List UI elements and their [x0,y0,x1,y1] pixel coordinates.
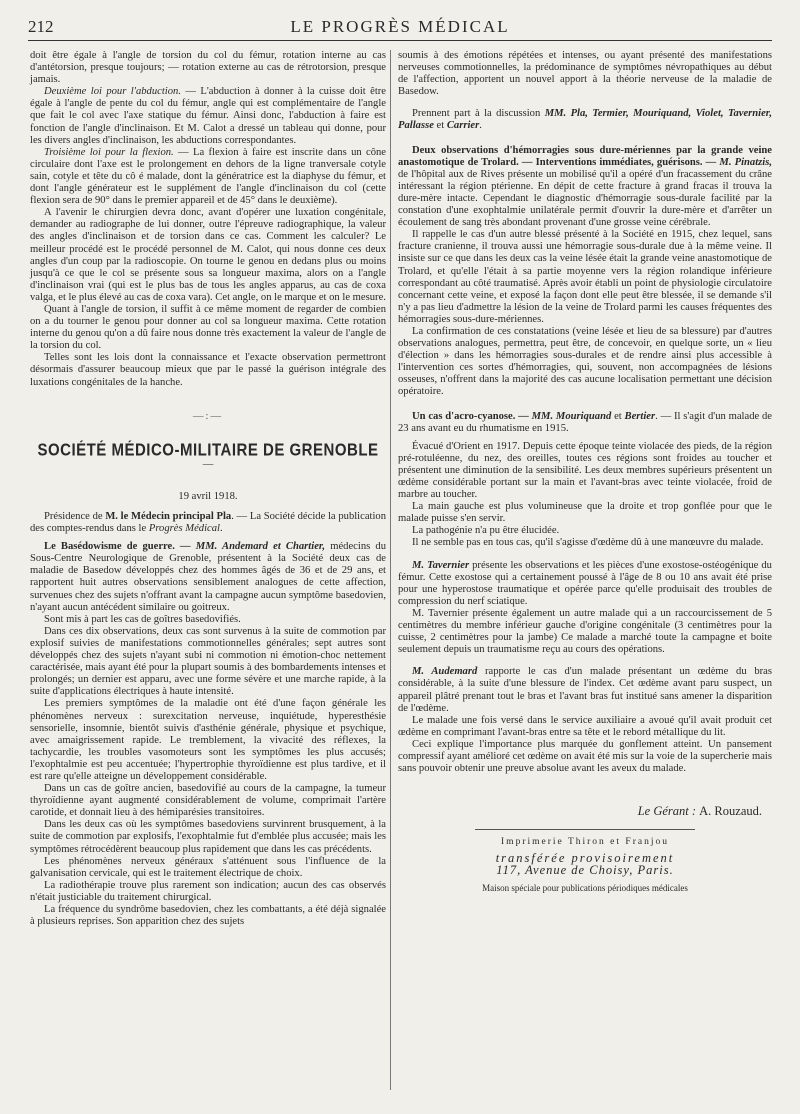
paragraph [30,147,386,207]
printer-name: Imprimerie Thiron et Franjou [501,837,669,848]
paragraph: La confirmation de ces constatations (veine lésée et lieu de sa blessure) par d'autres observations analogues, permettra, peut être, de concevoir, en quelque sorte, un « lieu d'élection » dans les hémorragies sous-durales et de rendre ainsi plus accessible à l'intervention ces sortes d'hémorragies, qui, souvent, non accompagnées de lésions osseuses, n'offrent dans la majorité des cas aucune localisation permettant une décision opératoire. [398,325,772,398]
paragraph: Les phénomènes nerveux généraux s'atténuent sous l'influence de la galvanisation cervicale, qui est le traitement électrique de choix. [30,855,386,879]
section-title: SOCIÉTÉ MÉDICO-MILITAIRE DE GRENOBLE [37,440,379,460]
discussion-text: . [479,120,482,132]
paragraph: La pathogénie n'a pu être élucidée. [412,525,560,537]
running-header [28,14,772,41]
presidency-text: Présidence de [44,511,106,522]
section-dash: — [202,458,214,470]
paragraph: Ceci explique l'importance plus marquée du gonflement atteint. Un pansement compressif ayant amélioré cet œdème on avait été mis sur la voie de la supercherie mais sans pouvoir obtenir une preuve absolue avant les aveux du malade. [398,738,772,775]
paragraph [398,666,772,714]
article-text: présente les observations et les pièces d'une exostose-ostéogénique du fémur. Cette exostose qui a certainement poussé à l'âge de 8 ou 10 ans avait été prise pour une hyperostose traumatique et opérée parce qu'elle produisait des troubles de compression du nerf sciatique. [398,559,772,607]
article-text: . — Il s'agit d'un malade de 23 ans avant eu du rhumatisme en 1915. [398,410,772,434]
article-text: médecins du Sous-Centre Neurologique de Grenoble, présentent à la Société deux cas de maladie de Basedow développés chez des hommes âgés de 36 et de 29 ans, et rapportent huit autres observations sensiblement analogues de cette affection, survenues chez des sujets n'offrant avant la campagne aucun symptôme basedovien, n'ayant aucun antécédent similaire ou goitreux. [30,541,386,613]
right-column [398,50,772,894]
article-title: Deux observations d'hémorragies sous dure-mériennes par la grande veine anastomotique de Trolard. — Interventions immédiates, guérisons. [398,144,772,168]
paragraph: Les premiers symptômes de la maladie ont été d'une façon générale les phénomènes nerveux : surexcitation nerveuse, inquiétude, hyperesthésie sensorielle, insomnie, bientôt suivis d'asthénie générale, physique et psychique, avec amaigrissement rapide. Le tremblement, la vivacité des réflexes, la tachycardie, les troubles vasomoteurs sont les symptômes les plus accusés; l'exophtalmie est peu accentuée; l'hypertrophie thyroïdienne est plus tardive, et il est rare qu'elle atteigne un développement considérable. [30,698,386,782]
paragraph [398,108,772,132]
divider [475,829,695,830]
article-text: de l'hôpital aux de Rives présente un mobilisé qu'il a opéré d'un fracassement du crâne intéressant la région ptérienne. En dépit de cette fracture à grand fracas il trouva la dure-mère intacte. Cependant le diagnostic d'hémorragie sous-durale facilité par la constation d'une exophtalmie unilatérale permit d'ouvrir la dure-mère et d'arrêter un écoulement de sang très abondant provenant d'une grosse veine cérébrale. [398,168,772,229]
article-authors: — MM. Andemard et Chartier, [174,541,326,553]
article-authors: Bertier [624,410,656,422]
editor-name: A. Rouzaud. [699,804,762,819]
left-column [30,50,386,928]
presidency-text: . — La Société décide la publication des comptes-rendus dans le [30,511,387,535]
journal-ref: Progrès Médical [148,523,220,535]
speaker-name: M. Audemard [412,666,478,678]
printer-address: 117, Avenue de Choisy, Paris. [496,863,674,878]
printer-specialty: Maison spéciale pour publications périodiques médicales [482,882,688,893]
journal-title: LE PROGRÈS MÉDICAL [290,17,510,36]
law-text: — La flexion à faire est inscrite dans un cône circulaire dont l'axe est le prolongement en dehors de la ligne tranversale cotyle sain, cotyle et tête du cô é malade, dont la génératrice est la diaphyse du fémur, et dont l'angle générateur est le supplément de l'angle d'inclinaison du col (cette flexion sera de 90° dans le premier appareil et de 45° dans le deuxième). [30,146,387,207]
discussion-text: Prennent part à la discussion [412,108,545,120]
presidency-text: . [219,523,223,535]
discussion-text: et [433,120,447,132]
paragraph [398,411,772,435]
section-separator: —:— [192,410,224,422]
editor-label: Le Gérant : [637,804,700,819]
paragraph: Il rappelle le cas d'un autre blessé présenté à la Société en 1915, chez lequel, sans fracture cranienne, il trouva aussi une hémorragie sous-durale due à la même veine. Il insiste sur ce que dans les deux cas la veine lésée était la grande veine anastomotique de Trolard, et qu'elle l'était à sa partie moyenne vers la région rolandique inférieure correspondant au côté traumatisé. Après avoir établi un point de physiologie circulatoire concernant cette veine, et exposé la façon dont elle peut être blessée, il se demande s'il n'y a pas lieu d'admettre la lésion de la veine de Trolard parmi les causes fréquentes des hémorragies sous-dure-mériennes. [398,229,772,325]
managing-editor [398,805,762,817]
paragraph: Évacué d'Orient en 1917. Depuis cette époque teinte violacée des pieds, de la région pré-rotuléenne, du nez, des oreilles, toutes ces régions sont froides au toucher et présentent une diminution de la sensibilité. Les deux membres supérieurs présentent un œdème considérable portant sur la main et l'avant-bras avec teinte violacée, froid de marbre au toucher. [398,440,772,501]
paragraph: M. Tavernier présente également un autre malade qui a un raccourcissement de 5 centimètres du membre inférieur gauche d'origine congénitale (3 centimètres pour la cuisse, 2 centimètres pour la jambe) Ce malade a marché toute la campagne et boite seulement depuis un traumatisme reçu au cours des opérations. [398,607,772,656]
paragraph: soumis à des émotions répétées et intenses, ou ayant présenté des manifestations nerveuses commotionnelles, la prédominance de symptômes névropathiques au début de l'affection, apportent un nouvel apport à la théorie nerveuse de la maladie de Basedow. [398,50,772,98]
paragraph [398,145,772,230]
discussion-names: MM. Pla, Termier, Mouriquand, Violet, Tavernier, Pallasse [398,108,772,132]
printer-note: transférée provisoirement [495,851,675,866]
presidency [30,511,386,535]
paragraph: Dans les deux cas où les symptômes basedoviens survinrent brusquement, à la suite de commotion par explosifs, l'exophtalmie fut d'emblée plus accusée; mais les symptômes rétrocédèrent beaucoup plus rapidement que dans les cas précédents. [30,819,386,855]
paragraph: A l'avenir le chirurgien devra donc, avant d'opérer une luxation congénitale, demander au radiographe de lui donner, outre l'épreuve radiographique, la valeur des angles d'inclinaison et de torsion dans ce cas. Comment les calculer? Le meilleur procédé est le procédé personnel de M. Calot, qui nous donne ces deux angles d'un coup par la radioscopie. On tourne le genou en dedans plus ou moins jusqu'à ce que le col se présente sous sa longueur maxima, alors on a l'angle d'inclinaison vrai (qui est le plus bas de tous les angles apparus, au cas de coxa valga, et le plus élevé au cas de coxa vara). Cet angle, on le marque et on le mesure. [30,207,386,303]
printer-imprint [398,836,772,893]
paragraph: Le malade une fois versé dans le service auxiliaire a avoué qu'il avait produit cet œdème en comprimant l'avant-bras entre sa tête et le rebord métallique du lit. [398,714,772,738]
article-title: Un cas d'acro-cyanose. [412,410,516,422]
paragraph: Sont mis à part les cas de goîtres basedovifiés. [44,613,241,625]
paragraph [398,560,772,608]
meeting-date: 19 avril 1918. [178,490,238,502]
page-number: 212 [28,17,54,36]
president-name: M. le Médecin principal Pla [105,511,232,522]
paragraph: La radiothérapie trouve plus rarement son indication; aucun des cas observés n'était justiciable du traitement chirurgical. [30,879,386,903]
paragraph: Dans ces dix observations, deux cas sont survenus à la suite de commotion par explosif suivies de manifestations commotionnelles générales; sept autres sont développés chez des sujets n'ayant subi ni commotion ni émotion-choc nettement caractérisée, mais ayant été pour la plupart soumis à des bombardements intenses et prolongés; un dernier est apparu, avec une forme sévère et une marche rapide, à la suite d'applications électriques à haute intensité. [30,625,386,698]
paragraph: Quant à l'angle de torsion, il suffit à ce même moment de regarder de combien on a du tourner le genou pour donner au col sa longueur maxima. Cette rotation interne du genou qu'on a dû faire nous donne très exactement la valeur de l'angle de la torsion du col. [30,303,386,352]
article-text: et [611,410,625,422]
law-title: Troisième loi pour la flexion. [44,146,174,158]
article-authors: — MM. Mouriquand [515,410,612,422]
column-divider [390,50,391,1090]
paragraph [30,541,386,614]
law-text: — L'abduction à donner à la cuisse doit être égale à l'angle de pente du col du fémur, angle qui est complémentaire de l'angle que fait le col avec l'axe statique du fémur. Ainsi donc, l'abduction à faire est fonction de l'angle d'inclinaison. Et M. Calot a dressé un tableau qui donne, pour les divers angles d'inclinaison, les abductions correspondantes. [30,86,387,146]
paragraph: Telles sont les lois dont la connaissance et l'exacte observation permettront désormais d'assurer beaucoup mieux que par le passé la guérison intégrale des luxations congénitales de la hanche. [30,352,386,388]
paragraph [30,86,386,146]
law-title: Deuxième loi pour l'abduction. [44,86,181,98]
paragraph: La main gauche est plus volumineuse que la droite et trop gonflée pour que le malade puisse s'en servir. [398,501,772,525]
article-title: Le Basédowisme de guerre. [44,541,175,553]
discussion-names: Carrier [446,120,480,132]
article-text: rapporte le cas d'un malade présentant un œdème du bras considérable, à la suite d'une blessure de l'index. Cet œdème avant paru suspect, un appareil plâtré prenant tout le bras et l'avant bras fut institué sans amener la disparition de l'œdème. [398,666,772,714]
paragraph: Dans un cas de goître ancien, basedovifié au cours de la campagne, la tumeur thyroïdienne ayant augmenté considérablement de volume, comprimait l'artère carotide, et donnait lieu à des hémiparésies transitoires. [30,783,386,819]
speaker-name: M. Tavernier [412,559,470,571]
article-authors: — M. Pinatzis, [702,156,772,168]
paragraph: doit être égale à l'angle de torsion du col du fémur, rotation interne au cas d'antétorsion, presque toujours; — rotation externe au cas de rétrotorsion, presque jamais. [30,50,386,86]
paragraph: La fréquence du syndrôme basedovien, chez les combattants, a été déjà signalée à plusieurs reprises. Son apparition chez des sujets [30,904,386,928]
paragraph: Il ne semble pas en tous cas, qu'il s'agisse d'œdème dû à une manœuvre du malade. [412,537,764,549]
